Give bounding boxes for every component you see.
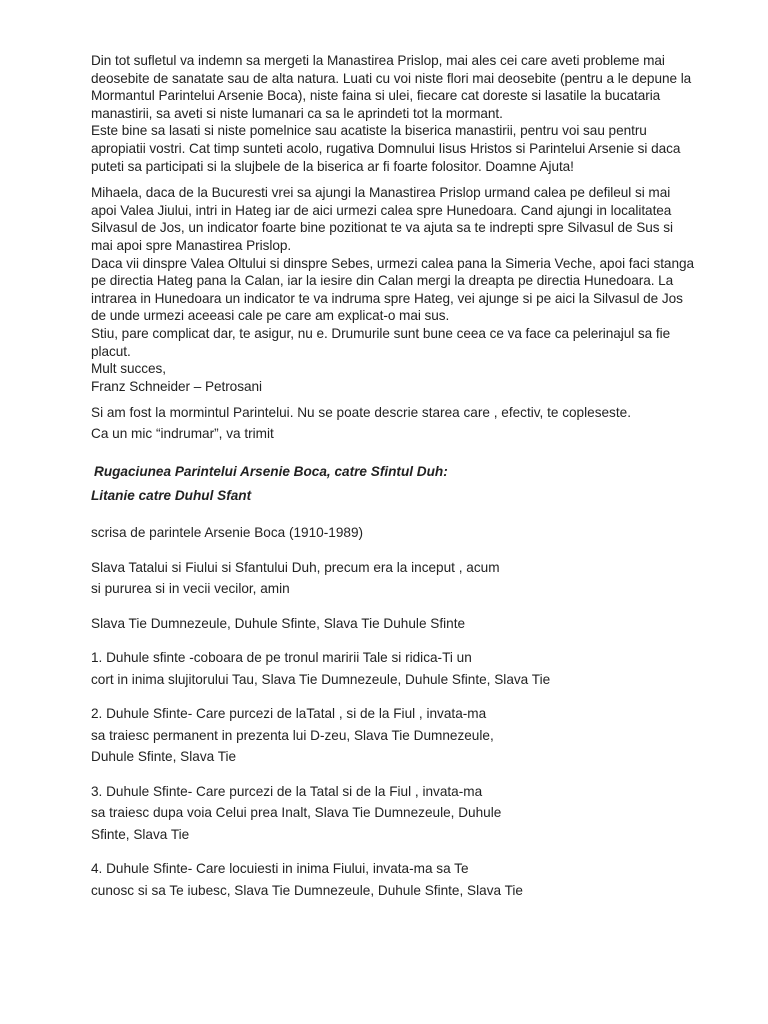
verse-line: 2. Duhule Sfinte- Care purcezi de laTatal , si de la Fiul , invata-ma — [91, 706, 487, 722]
text-line: Din tot sufletul va indemn sa mergeti la Manastirea Prislop, mai ales cei care aveti probleme mai — [91, 53, 665, 68]
prayer-author-text: scrisa de parintele Arsenie Boca (1910-1989) — [91, 525, 364, 541]
visit-note-text: Si am fost la mormintul Parintelui. Nu se poate descrie starea care , efectiv, te copleseste. — [91, 405, 631, 421]
text-line: deosebite de sanatate sau de alta natura. Luati cu voi niste flori mai deosebite (pentru a le depune la — [91, 70, 692, 86]
prayer-author — [91, 522, 731, 544]
prayer-verse-2 — [91, 703, 731, 768]
prayer-verse-4 — [91, 858, 731, 901]
verse-line: 3. Duhule Sfinte- Care purcezi de la Tatal si de la Fiul , invata-ma — [91, 783, 483, 799]
verse-line: cunosc si sa Te iubesc, Slava Tie Dumnezeule, Duhule Sfinte, Slava Tie — [91, 882, 523, 898]
text-line: apropiatii vostri. Cat timp sunteti acolo, rugativa Domnului Iisus Hristos si Parintelui Arsenie si daca — [91, 140, 681, 156]
intro-paragraph — [91, 52, 731, 175]
directions-paragraph — [91, 184, 731, 395]
text-line: Mihaela, daca de la Bucuresti vrei sa ajungi la Manastirea Prislop urmand calea pe defileul si mai — [91, 185, 671, 201]
text-line: apoi Valea Jiului, intri in Hateg iar de aici urmezi calea spre Hunedoara. Cand ajungi in localitatea — [91, 202, 672, 218]
doxology-line: si pururea si in vecii vecilor, amin — [91, 581, 290, 597]
verse-line: Duhule Sfinte, Slava Tie — [91, 749, 237, 765]
text-line: manastirii, sa aveti si niste lumanari ca sa le aprindeti tot la mormant. — [91, 105, 503, 121]
prayer-subtitle-line: Litanie catre Duhul Sfant — [91, 488, 252, 504]
text-line: intrarea in Hunedoara un indicator te va indruma spre Hateg, vei ajunge si pe aici la Silvasul de Jos — [91, 290, 683, 306]
verse-line: sa traiesc permanent in prezenta lui D-zeu, Slava Tie Dumnezeule, — [91, 727, 494, 743]
text-line: mai apoi spre Manastirea Prislop. — [91, 237, 292, 253]
verse-line: cort in inima slujitorului Tau, Slava Tie Dumnezeule, Duhule Sfinte, Slava Tie — [91, 671, 551, 687]
text-line: de unde urmezi aceeasi cale pe care am explicat-o mai sus. — [91, 308, 450, 324]
visit-note — [91, 404, 731, 422]
verse-line: 4. Duhule Sfinte- Care locuiesti in inima Fiului, invata-ma sa Te — [91, 861, 469, 877]
prayer-title — [91, 460, 731, 508]
text-line: Este bine sa lasati si niste pomelnice sau acatiste la biserica manastirii, pentru voi sau pentru — [91, 123, 647, 139]
signature-line: Franz Schneider – Petrosani — [91, 378, 262, 394]
document-page — [91, 52, 731, 901]
prayer-doxology — [91, 557, 731, 600]
prayer-refrain — [91, 613, 731, 635]
text-line: Mult succes, — [91, 361, 166, 377]
text-line: placut. — [91, 343, 131, 359]
verse-line: 1. Duhule sfinte -coboara de pe tronul maririi Tale si ridica-Ti un — [91, 650, 472, 666]
intro-guide — [91, 425, 731, 443]
doxology-line: Slava Tatalui si Fiului si Sfantului Duh, precum era la inceput , acum — [91, 559, 500, 575]
text-line: puteti sa participati si la slujbele de la biserica ar fi foarte folositor. Doamne Ajuta! — [91, 158, 574, 174]
refrain-line: Slava Tie Dumnezeule, Duhule Sfinte, Slava Tie Duhule Sfinte — [91, 615, 466, 631]
prayer-verse-3 — [91, 781, 731, 846]
text-line: Daca vii dinspre Valea Oltului si dinspre Sebes, urmezi calea pana la Simeria Veche, apoi faci stanga — [91, 255, 694, 271]
intro-guide-text: Ca un mic “indrumar”, va trimit — [91, 425, 274, 441]
prayer-title-line: Rugaciunea Parintelui Arsenie Boca, catre Sfintul Duh: — [94, 464, 448, 480]
prayer-verse-1 — [91, 647, 731, 690]
verse-line: sa traiesc dupa voia Celui prea Inalt, Slava Tie Dumnezeule, Duhule — [91, 805, 502, 821]
text-line: Stiu, pare complicat dar, te asigur, nu e. Drumurile sunt bune ceea ce va face ca pelerinajul sa fie — [91, 325, 671, 341]
verse-line: Sfinte, Slava Tie — [91, 826, 190, 842]
text-line: Silvasul de Jos, un indicator foarte bine pozitionat te va ajuta sa te indrepti spre Silvasul de Sus si — [91, 220, 673, 236]
text-line: Mormantul Parintelui Arsenie Boca), niste faina si ulei, fiecare cat doreste si lasatile la bucataria — [91, 88, 661, 104]
text-line: pe directia Hateg pana la Calan, iar la iesire din Calan mergi la dreapta pe directia Hunedoara. La — [91, 273, 674, 289]
